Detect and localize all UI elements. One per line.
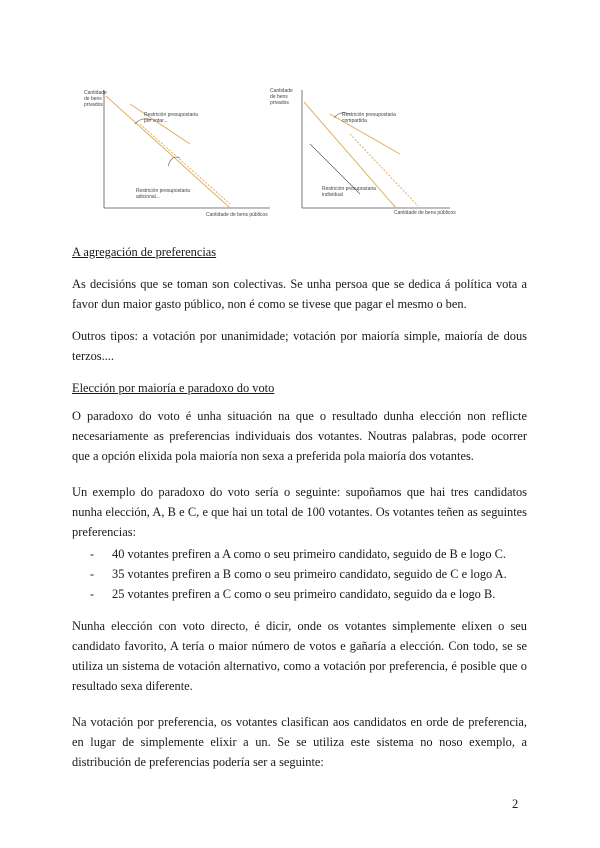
list-item-text: 35 votantes prefiren a B como o seu primeiro candidato, seguido de C e logo A. <box>112 567 507 581</box>
section-heading-aggregation: A agregación de preferencias <box>72 245 217 259</box>
paragraph-preference-vote: Na votación por preferencia, os votantes clasifican aos candidatos en orde de preferencia, en lugar de simplemente elixir a un. Se se utiliza este sistema no noso exemplo, a distribución de preferencias podería ser a seguinte: <box>72 715 527 769</box>
paragraph-direct-vote: Nunha elección con voto directo, é dicir, onde os votantes simplemente elixen o seu candidato favorito, A tería o maior número de votos e gañaría a elección. Con todo, se se utiliza un sistema de votación alternativo, como a votación por preferencia, é posible que o resultado sexa diferente. <box>72 619 527 693</box>
section-heading-voting-paradox: Elección por maioría e paradoxo do voto <box>72 381 275 395</box>
figure-right-x-label: Cantidade de bens públicos <box>394 210 456 216</box>
figure-left-x-label: Cantidade de bens públicos <box>206 212 268 218</box>
list-item-text: 40 votantes prefiren a A como o seu primeiro candidato, seguido de B e logo C. <box>112 547 507 561</box>
paragraph-collective-decisions: As decisións que se toman son colectivas. Se unha persoa que se dedica á política vota a favor dun maior gasto público, non é como se tivese que pagar el mesmo o ben. <box>72 277 527 311</box>
list-dash: - <box>90 587 95 601</box>
paragraph-other-types: Outros tipos: a votación por unanimidade; votación por maioría simple, maioría de dous terzos.... <box>72 329 527 363</box>
paragraph-paradox-definition: O paradoxo do voto é unha situación na que o resultado dunha elección non reflicte necesariamente as preferencias individuais dos votantes. Noutras palabras, pode ocorrer que a opción elixida pola maioría non sexa a preferida pola maioría dos votantes. <box>72 409 527 463</box>
figure-left-graph <box>80 84 280 224</box>
list-dash: - <box>90 547 95 561</box>
list-item <box>90 564 507 584</box>
list-item <box>90 544 506 564</box>
figure-left-curve-bottom-label: Restrición presupostaria adicional... <box>136 188 190 200</box>
page-number: 2 <box>512 797 519 811</box>
figure-right-graph <box>300 84 470 224</box>
list-dash: - <box>90 567 95 581</box>
figure-right <box>270 84 470 224</box>
list-item <box>90 584 495 604</box>
figure-right-curve-bottom-label: Restrición presupostaria individual <box>322 186 376 198</box>
figure-left-curve-top-label: Restrición presupostaria por votar... <box>144 112 198 124</box>
figure-right-y-label: Cantidade de bens privados <box>270 88 293 106</box>
figure-left <box>80 84 280 224</box>
figure-right-curve-top-label: Restrición presupostaria compartida <box>342 112 396 124</box>
figure-left-y-label: Cantidade de bens privados <box>84 90 107 108</box>
paragraph-paradox-example: Un exemplo do paradoxo do voto sería o seguinte: supoñamos que hai tres candidatos nunha elección, A, B e C, e que hai un total de 100 votantes. Os votantes teñen as seguintes preferencias: <box>72 485 527 539</box>
list-item-text: 25 votantes prefiren a C como o seu primeiro candidato, seguido da e logo B. <box>112 587 496 601</box>
